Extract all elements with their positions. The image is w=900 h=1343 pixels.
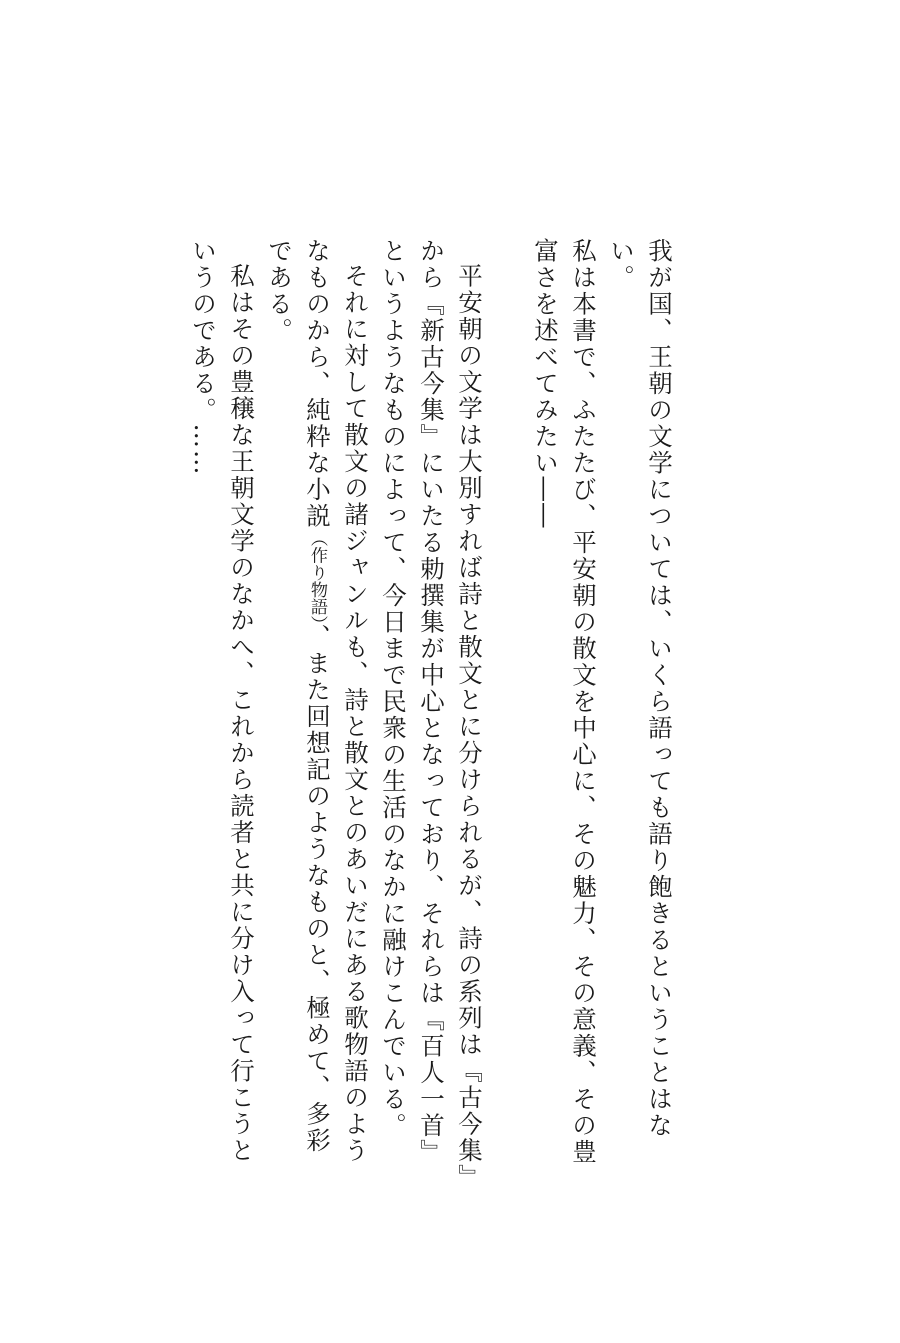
paragraph-body-1: 平安朝の文学は大別すれば詩と散文とに分けられるが、詩の系列は『古今集』から『新古今集』にいたる勅撰集が中心となっており、それらは『百人一首』というようなものによって、今日まで民衆の生活のなかに融けこんでいる。 [379,238,484,1178]
vertical-text-block [184,238,678,1178]
parenthetical-note: （作り物語） [307,529,327,624]
paragraph-body-3: 私はその豊穣な王朝文学のなかへ、これから読者と共に分け入って行こうというのである。…… [189,238,256,1164]
paragraph-body-2-text-a: それに対して散文の諸ジャンルも、詩と散文とのあいだにある歌物語のようなものから、純粋な小説 [303,238,370,1164]
paragraph-spacer [488,238,526,1178]
paragraph-body-2 [260,238,374,1178]
paragraph-intro-2: 私は本書で、ふたたび、平安朝の散文を中心に、その魅力、その意義、その豊富さを述べてみたい―― [531,238,598,1166]
paragraph-body-2-text-b: 、また回想記のようなものと、極めて、多彩である。 [265,238,332,1154]
paragraph-intro-1: 我が国、王朝の文学については、いくら語っても語り飽きるということはない。 [607,238,674,1139]
